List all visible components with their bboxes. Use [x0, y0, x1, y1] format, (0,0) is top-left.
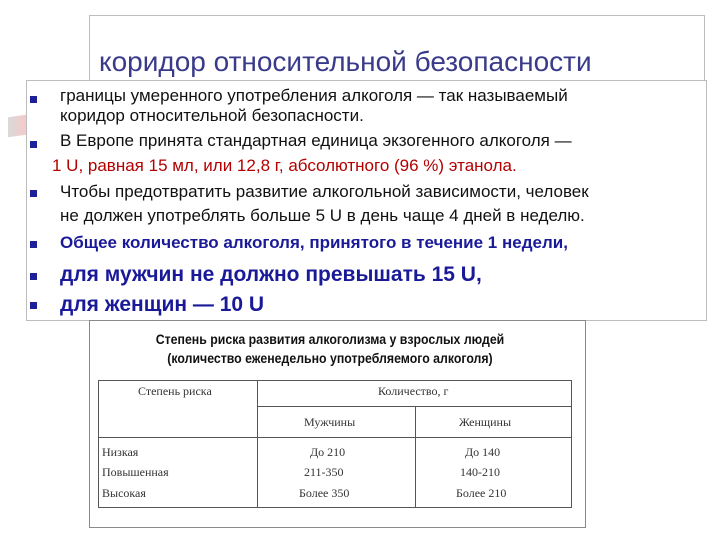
table-caption-line-2: (количество еженедельно употребляемого алкоголя) — [167, 350, 493, 366]
table-border-left — [98, 380, 99, 508]
row-men-elevated: 211-350 — [304, 465, 344, 479]
bullet-4-line-1: Общее количество алкоголя, принятого в течение 1 недели, — [60, 233, 568, 252]
decorative-red-mark — [8, 115, 26, 138]
row-men-low: До 210 — [310, 445, 346, 459]
bullet-square-icon — [30, 273, 37, 280]
header-amount: Количество, г — [378, 384, 449, 398]
bullet-1-line-1: границы умеренного употребления алкоголя — так называемый — [60, 86, 568, 105]
bullet-square-icon — [30, 302, 37, 309]
bullet-3-line-1: Чтобы предотвратить развитие алкогольной зависимости, человек — [60, 182, 589, 201]
header-women: Женщины — [459, 415, 512, 429]
risk-table — [98, 380, 572, 508]
bullet-square-icon — [30, 96, 37, 103]
table-border-bottom — [98, 507, 572, 508]
table-divider-header — [98, 437, 572, 438]
row-risk-low: Низкая — [102, 445, 139, 459]
table-divider-risk — [257, 380, 258, 508]
row-women-high: Более 210 — [456, 486, 507, 500]
row-women-low: До 140 — [465, 445, 501, 459]
bullet-2-line-1: В Европе принята стандартная единица экзогенного алкоголя — — [60, 131, 572, 150]
row-women-elevated: 140-210 — [460, 465, 500, 479]
table-border-top — [98, 380, 572, 381]
bullet-6-line-1: для женщин — 10 U — [60, 293, 265, 316]
bullet-3-line-2: не должен употреблять больше 5 U в день чаще 4 дней в неделю. — [60, 206, 585, 225]
bullet-square-icon — [30, 190, 37, 197]
bullet-5-line-1: для мужчин не должно превышать 15 U, — [60, 263, 482, 286]
table-border-right — [571, 380, 572, 508]
bullet-2-line-2: 1 U, равная 15 мл, или 12,8 г, абсолютного (96 %) этанола. — [52, 156, 517, 175]
bullet-square-icon — [30, 241, 37, 248]
table-divider-sex — [415, 406, 416, 508]
row-risk-elevated: Повышенная — [102, 465, 169, 479]
bullet-square-icon — [30, 141, 37, 148]
bullet-1-line-2: коридор относительной безопасности. — [60, 106, 364, 125]
table-caption-line-1: Степень риска развития алкоголизма у взрослых людей — [155, 331, 505, 347]
row-risk-high: Высокая — [102, 486, 146, 500]
header-men: Мужчины — [304, 415, 356, 429]
slide-title: коридор относительной безопасности — [99, 46, 592, 77]
row-men-high: Более 350 — [299, 486, 350, 500]
header-risk: Степень риска — [138, 384, 212, 398]
